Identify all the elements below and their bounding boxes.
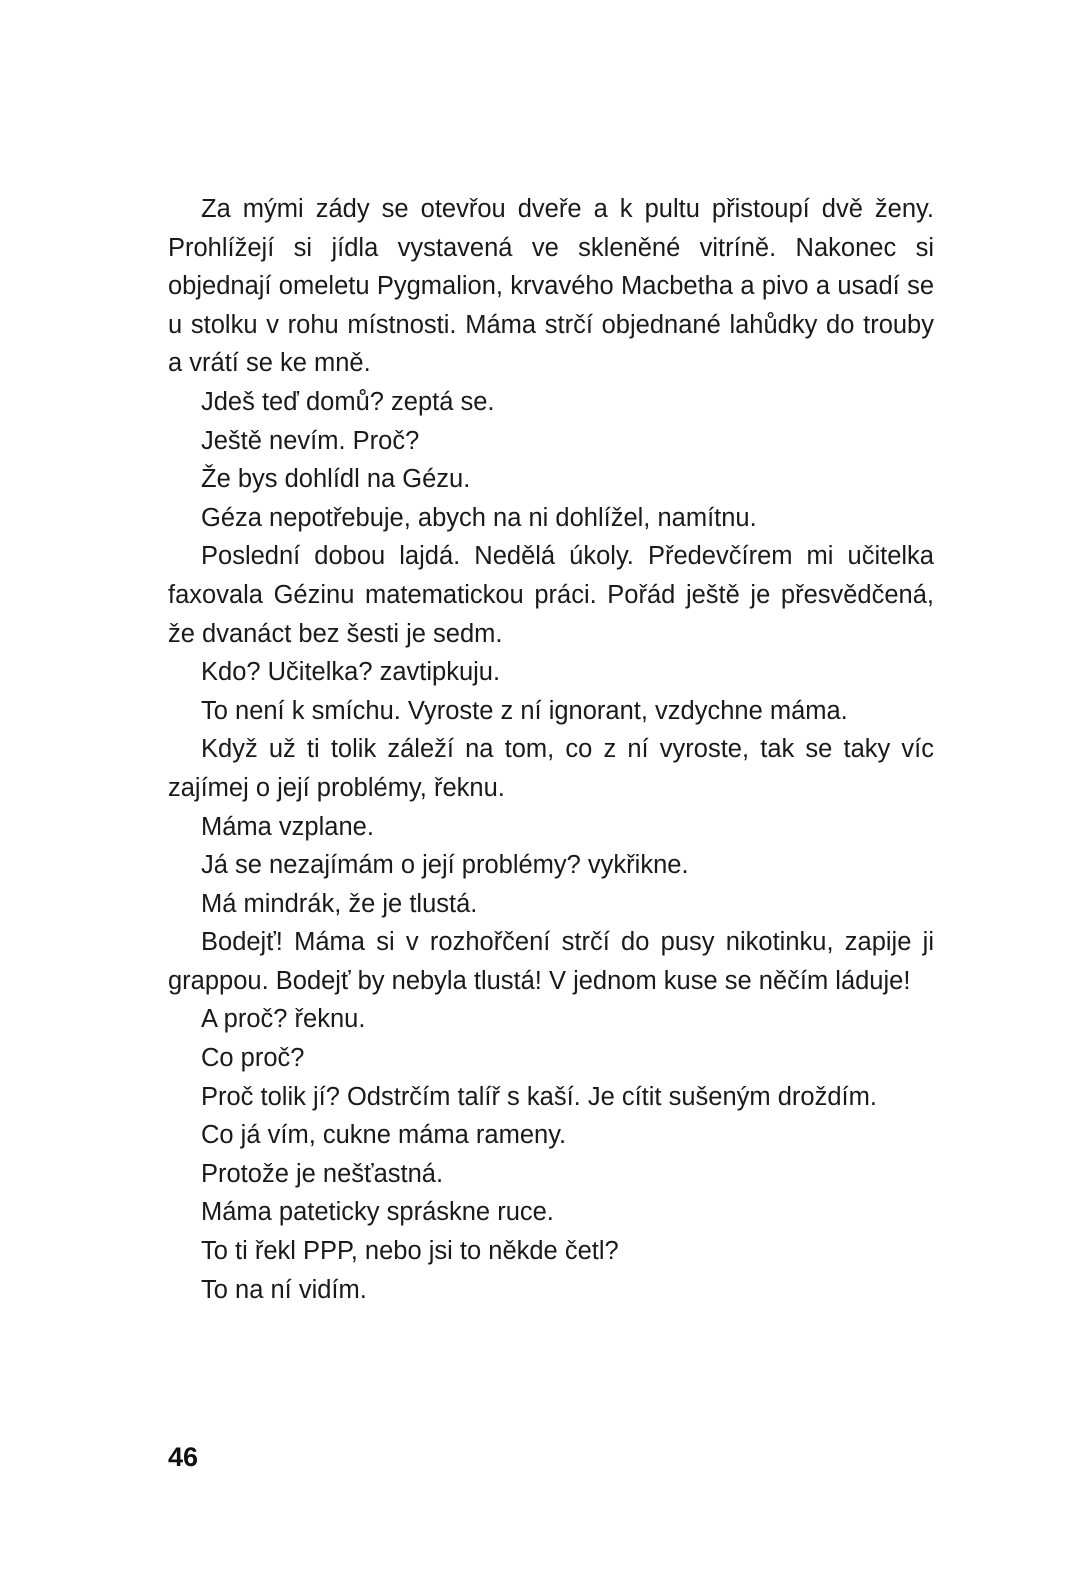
paragraph: Máma pateticky spráskne ruce. xyxy=(201,1198,554,1227)
paragraph: Protože je nešťastná. xyxy=(201,1159,444,1188)
body-text xyxy=(168,190,934,1309)
paragraph: Ještě nevím. Proč? xyxy=(201,426,420,455)
paragraph: To ti řekl PPP, nebo jsi to někde četl? xyxy=(201,1237,619,1266)
paragraph: Co já vím, cukne máma rameny. xyxy=(201,1121,567,1150)
paragraph: Když už ti tolik záleží na tom, co z ní vyroste, tak se taky víc zajímej o její problémy, řeknu. xyxy=(168,735,934,802)
paragraph: Géza nepotřebuje, abych na ni dohlížel, namítnu. xyxy=(201,503,757,532)
paragraph: Za mými zády se otevřou dveře a k pultu přistoupí dvě ženy. Prohlížejí si jídla vystavená ve skleněné vitríně. Nakonec si objednají omeletu Pygmalion, krvavého Macbetha a pivo a usadí se u stolku v rohu místnosti. Máma strčí objednané lahůdky do trouby a vrátí se ke mně. xyxy=(168,195,934,378)
paragraph: To není k smíchu. Vyroste z ní ignorant, vzdychne máma. xyxy=(201,696,848,725)
paragraph: Že bys dohlídl na Gézu. xyxy=(201,465,471,494)
page-number: 46 xyxy=(168,1442,199,1472)
paragraph: Má mindrák, že je tlustá. xyxy=(201,889,478,918)
paragraph: To na ní vidím. xyxy=(201,1275,367,1304)
paragraph: Jdeš teď domů? zeptá se. xyxy=(201,387,495,416)
paragraph: Já se nezajímám o její problémy? vykřikne. xyxy=(201,851,689,880)
paragraph: Co proč? xyxy=(201,1044,305,1073)
paragraph: Bodejť! Máma si v rozhořčení strčí do pusy nikotinku, zapije ji grappou. Bodejť by nebyla tlustá! V jednom kuse se něčím láduje! xyxy=(168,928,934,995)
paragraph: Máma vzplane. xyxy=(201,812,374,841)
paragraph: Kdo? Učitelka? zavtipkuju. xyxy=(201,658,501,687)
paragraph: Proč tolik jí? Odstrčím talíř s kaší. Je cítit sušeným droždím. xyxy=(201,1082,877,1111)
paragraph: Poslední dobou lajdá. Nedělá úkoly. Předevčírem mi učitelka faxovala Gézinu matematickou práci. Pořád ještě je přesvědčená, že dvanáct bez šesti je sedm. xyxy=(168,542,934,648)
paragraph: A proč? řeknu. xyxy=(201,1005,366,1034)
